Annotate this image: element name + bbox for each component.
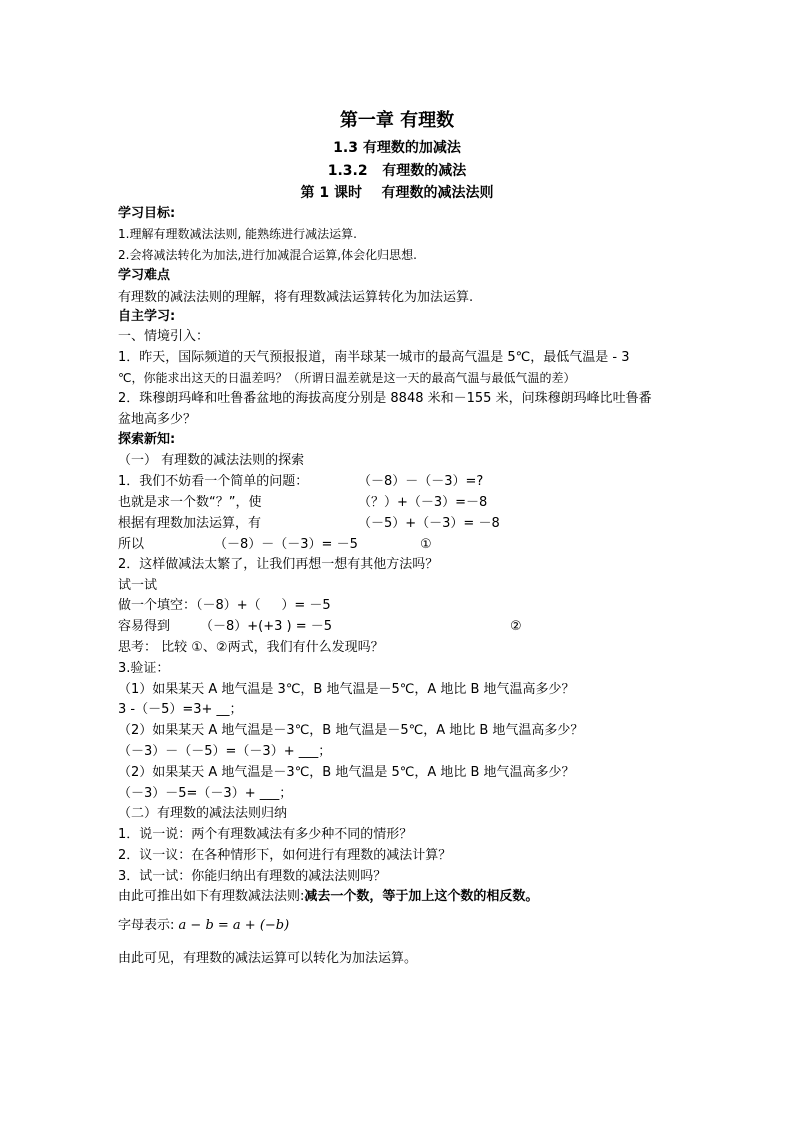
letter-expression [118,918,289,934]
subtraction-rule [118,889,538,905]
verify-question-1: （1）如果某天 A 地气温是 3℃，B 地气温是－5℃，A 地比 B 地气温高多少？ [118,682,575,697]
verify-heading: 3.验证： [118,661,170,676]
fill-blank-line: 做一个填空：（－8）+（ ）= －5 [118,598,331,613]
part-1-heading: （一） 有理数的减法法则的探索 [118,453,305,468]
so-label: 所以 [118,537,145,552]
goal-item: 2.会将减法转化为加法,进行加减混合运算,体会化归思想. [118,248,417,262]
question-2-line-1: 2．珠穆朗玛峰和吐鲁番盆地的海拔高度分别是 8848 米和－155 米，问珠穆朗玛峰比吐鲁番 [118,391,652,406]
part-2-heading: （二）有理数的减法法则归纳 [118,806,288,821]
easy-label: 容易得到 [118,619,171,634]
problem-row-text: 根据有理数加法运算，有 [118,516,262,531]
problem-row-expression: （－5）+（－3）= －8 [358,516,500,531]
intro-heading: 一、情境引入： [118,329,210,344]
think-line: 思考： 比较 ①、②两式，我们有什么发现吗？ [118,640,384,655]
question-2-line-2: 盆地高多少？ [118,412,197,427]
subsection-title: 1.3.2 有理数的减法 [327,163,467,179]
summary-step-2: 2．议一议：在各种情形下，如何进行有理数的减法计算？ [118,848,452,863]
rule-statement: 减去一个数，等于加上这个数的相反数。 [304,889,539,904]
problem-row-text: 也就是求一个数“？”，使 [118,495,262,510]
conclusion: 由此可见，有理数的减法运算可以转化为加法运算。 [118,951,418,966]
equation-mark-1: ① [420,537,432,552]
easy-expression: （－8）+(+3 ) = －5 [200,619,333,634]
goals-heading: 学习目标: [118,206,176,221]
letter-label: 字母表示: [118,918,175,933]
so-expression: （－8）－（－3）= －5 [214,537,358,552]
verify-question-3: （2）如果某天 A 地气温是－3℃，B 地气温是 5℃，A 地比 B 地气温高多少？ [118,765,575,780]
verify-answer-1: 3 -（－5）=3+ __； [118,702,243,717]
question-2-text: 2．这样做减法太繁了，让我们再想一想有其他方法吗？ [118,557,439,572]
problem-row-expression: （？）+（－3）=－8 [358,495,488,510]
try-heading: 试一试 [118,578,158,593]
verify-answer-2: （－3）－（－5）=（－3）+ ___； [118,744,332,759]
summary-step-3: 3．试一试：你能归纳出有理数的减法法则吗？ [118,869,387,884]
summary-step-1: 1．说一说：两个有理数减法有多少种不同的情形？ [118,827,413,842]
section-title: 1.3 有理数的加减法 [333,140,461,156]
verify-question-2: （2）如果某天 A 地气温是－3℃，B 地气温是－5℃，A 地比 B 地气温高多少？ [118,723,584,738]
problem-row-expression: （－8）－（－3）=? [358,474,484,489]
explore-heading: 探索新知: [118,432,176,447]
rule-prefix: 由此可推出如下有理数减法法则: [118,889,305,904]
question-1-line-2: ℃，你能求出这天的日温差吗？（所谓日温差就是这一天的最高气温与最低气温的差） [118,371,576,385]
chapter-title: 第一章 有理数 [339,110,455,131]
self-study-heading: 自主学习: [118,309,176,324]
equation-mark-2: ② [510,619,522,634]
question-1-line-1: 1．昨天，国际频道的天气预报报道，南半球某一城市的最高气温是 5℃，最低气温是 - 3 [118,350,630,365]
verify-answer-3: （－3）－5=（－3）+ ___； [118,786,293,801]
difficulty-heading: 学习难点 [118,268,171,283]
difficulty-text: 有理数的减法法则的理解，将有理数减法运算转化为加法运算. [118,290,474,305]
letter-formula: a − b = a + (−b) [178,918,290,933]
lesson-title: 第 1 课时 有理数的减法法则 [300,185,494,201]
goal-item: 1.理解有理数减法法则, 能熟练进行减法运算. [118,227,357,241]
problem-row-text: 1．我们不妨看一个简单的问题： [118,474,309,489]
